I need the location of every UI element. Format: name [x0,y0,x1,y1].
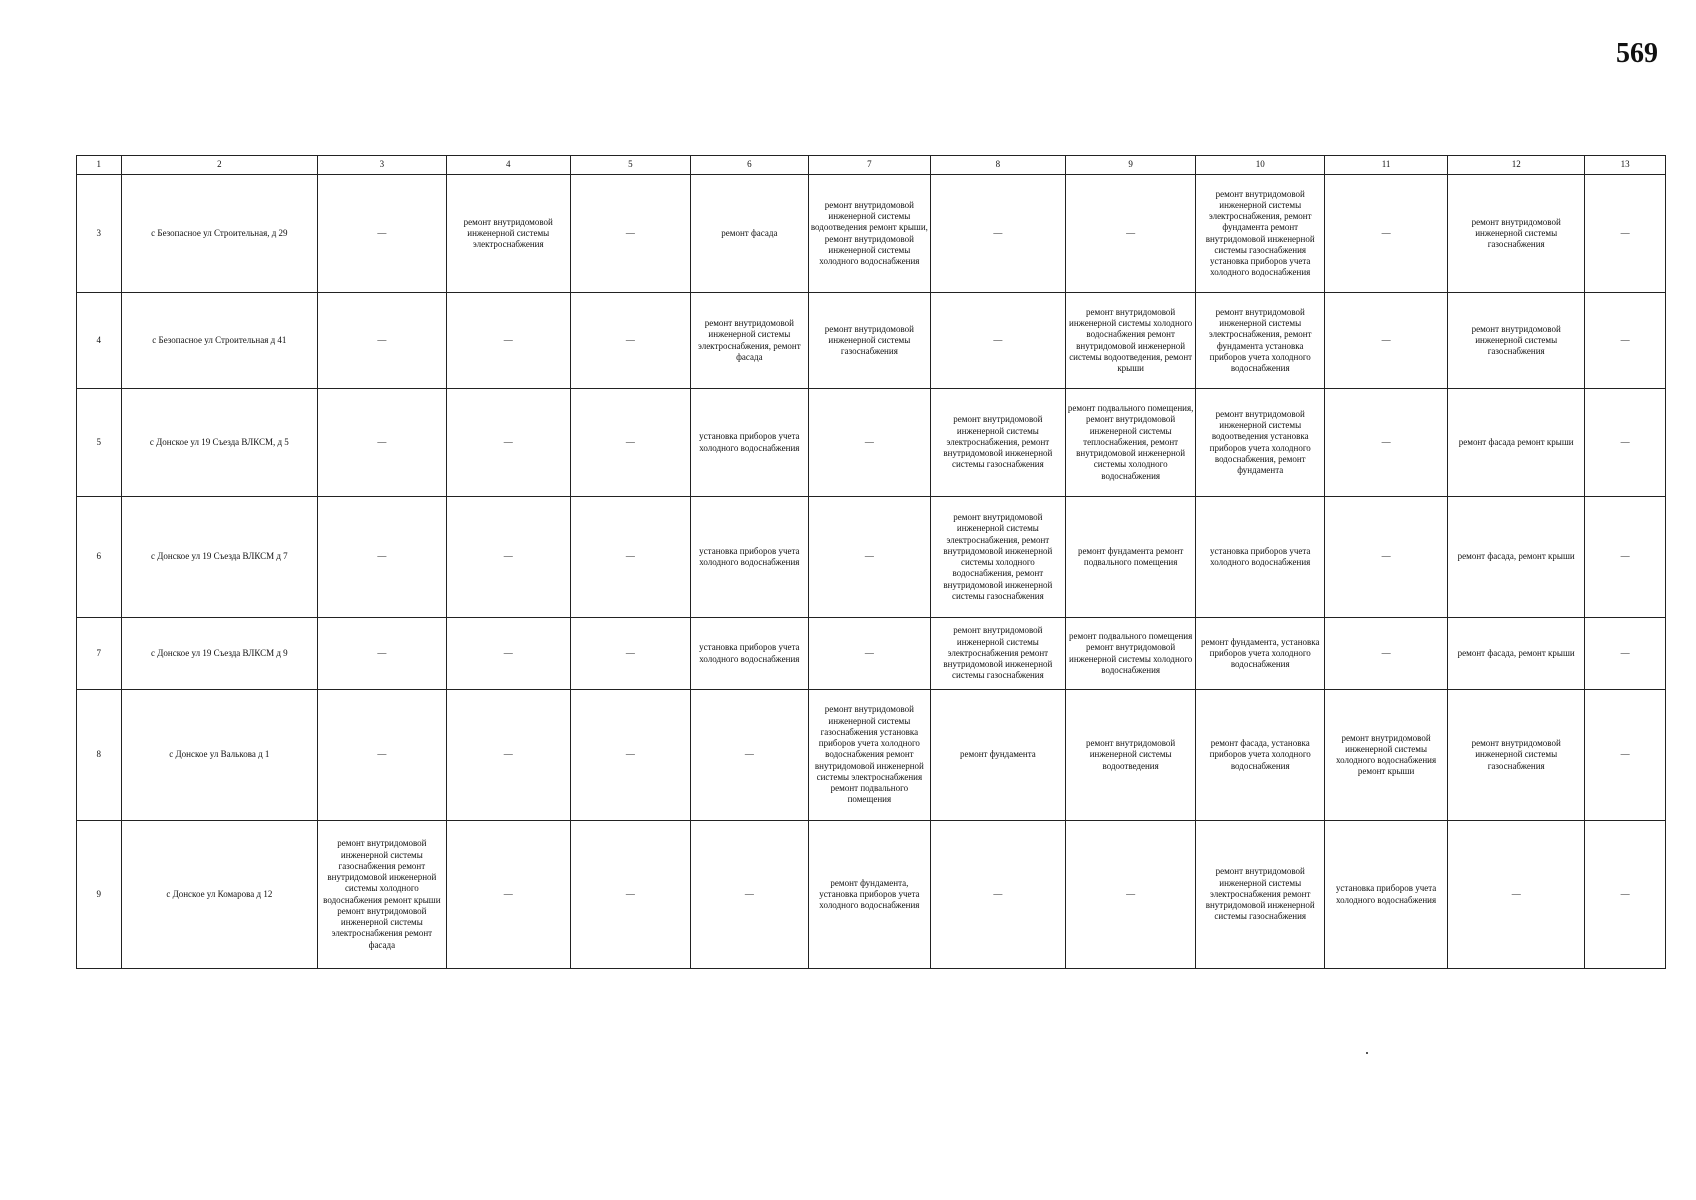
work-cell: — [446,618,570,690]
work-cell: — [446,497,570,618]
work-cell: ремонт внутридомовой инженерной системы газоснабжения [1448,690,1585,821]
work-cell: ремонт фундамента ремонт подвального помещения [1065,497,1196,618]
work-cell: — [808,389,930,497]
work-cell: — [446,293,570,389]
row-number: 8 [77,690,122,821]
work-cell: установка приборов учета холодного водоснабжения [690,497,808,618]
work-cell: — [318,690,447,821]
work-cell: — [570,690,690,821]
work-cell: — [1065,821,1196,969]
row-number: 5 [77,389,122,497]
table-row [77,293,1666,389]
col-header: 2 [121,156,318,175]
work-cell: ремонт подвального помещения ремонт внутридомовой инженерной системы холодного водоснабжения [1065,618,1196,690]
work-cell: ремонт внутридомовой инженерной системы электроснабжения [446,175,570,293]
work-cell: — [1324,175,1447,293]
work-cell: — [1585,690,1666,821]
work-cell: — [808,497,930,618]
work-cell: — [446,821,570,969]
address-cell: с Донское ул 19 Съезда ВЛКСМ д 9 [121,618,318,690]
work-cell: — [1324,618,1447,690]
header-row [77,156,1666,175]
col-header: 3 [318,156,447,175]
work-cell: — [1324,389,1447,497]
address-cell: с Донское ул 19 Съезда ВЛКСМ д 7 [121,497,318,618]
work-cell: установка приборов учета холодного водоснабжения [1196,497,1325,618]
row-number: 6 [77,497,122,618]
address-cell: с Донское ул Валькова д 1 [121,690,318,821]
address-cell: с Безопасное ул Строительная д 41 [121,293,318,389]
work-cell: ремонт фасада, ремонт крыши [1448,497,1585,618]
address-cell: с Донское ул 19 Съезда ВЛКСМ, д 5 [121,389,318,497]
page-number: 569 [1616,38,1658,69]
work-cell: ремонт фундамента, установка приборов учета холодного водоснабжения [808,821,930,969]
work-cell: — [318,618,447,690]
work-cell: ремонт фундамента [930,690,1065,821]
work-cell: — [1324,497,1447,618]
col-header: 13 [1585,156,1666,175]
work-cell: ремонт внутридомовой инженерной системы электроснабжения, ремонт фундамента ремонт внутридомовой инженерной системы газоснабжения установка приборов учета холодного водоснабжения [1196,175,1325,293]
work-cell: ремонт внутридомовой инженерной системы электроснабжения, ремонт фасада [690,293,808,389]
work-cell: ремонт внутридомовой инженерной системы газоснабжения [808,293,930,389]
work-cell: ремонт внутридомовой инженерной системы электроснабжения, ремонт фундамента установка приборов учета холодного водоснабжения [1196,293,1325,389]
work-cell: — [1585,497,1666,618]
work-cell: — [930,821,1065,969]
work-cell: — [808,618,930,690]
table-row [77,690,1666,821]
row-number: 9 [77,821,122,969]
work-cell: — [690,821,808,969]
work-cell: — [570,175,690,293]
col-header: 1 [77,156,122,175]
col-header: 5 [570,156,690,175]
work-cell: — [1585,293,1666,389]
work-cell: — [570,389,690,497]
work-cell: — [1324,293,1447,389]
work-cell: ремонт внутридомовой инженерной системы газоснабжения ремонт внутридомовой инженерной системы холодного водоснабжения ремонт крыши ремонт внутридомовой инженерной системы электроснабжения ремонт фасада [318,821,447,969]
work-cell: ремонт внутридомовой инженерной системы водоотведения ремонт крыши, ремонт внутридомовой инженерной системы холодного водоснабжения [808,175,930,293]
work-cell: ремонт фасада [690,175,808,293]
table-row [77,497,1666,618]
work-cell: — [1585,618,1666,690]
work-cell: — [570,821,690,969]
col-header: 9 [1065,156,1196,175]
work-cell: ремонт фасада, ремонт крыши [1448,618,1585,690]
work-cell: — [318,389,447,497]
address-cell: с Донское ул Комарова д 12 [121,821,318,969]
table-row [77,389,1666,497]
work-cell: ремонт внутридомовой инженерной системы холодного водоснабжения ремонт крыши [1324,690,1447,821]
work-cell: ремонт внутридомовой инженерной системы газоснабжения [1448,175,1585,293]
table-row [77,821,1666,969]
work-cell: ремонт внутридомовой инженерной системы водоотведения установка приборов учета холодного водоснабжения, ремонт фундамента [1196,389,1325,497]
work-cell: — [570,497,690,618]
col-header: 6 [690,156,808,175]
work-cell: ремонт внутридомовой инженерной системы электроснабжения, ремонт внутридомовой инженерной системы холодного водоснабжения, ремонт внутридомовой инженерной системы газоснабжения [930,497,1065,618]
work-cell: ремонт фасада ремонт крыши [1448,389,1585,497]
work-cell: установка приборов учета холодного водоснабжения [690,389,808,497]
work-cell: — [1448,821,1585,969]
work-cell: ремонт внутридомовой инженерной системы электроснабжения, ремонт внутридомовой инженерной системы газоснабжения [930,389,1065,497]
work-cell: ремонт внутридомовой инженерной системы электроснабжения ремонт внутридомовой инженерной системы газоснабжения [930,618,1065,690]
work-cell: — [1585,389,1666,497]
work-cell: — [446,389,570,497]
address-cell: с Безопасное ул Строительная, д 29 [121,175,318,293]
table-row [77,175,1666,293]
work-cell: ремонт внутридомовой инженерной системы электроснабжения ремонт внутридомовой инженерной системы газоснабжения [1196,821,1325,969]
col-header: 11 [1324,156,1447,175]
work-cell: — [318,175,447,293]
scan-speck [1366,1052,1368,1054]
work-cell: — [1065,175,1196,293]
col-header: 4 [446,156,570,175]
work-cell: — [1585,821,1666,969]
work-cell: — [318,293,447,389]
col-header: 8 [930,156,1065,175]
work-cell: — [1585,175,1666,293]
col-header: 10 [1196,156,1325,175]
work-cell: ремонт подвального помещения, ремонт внутридомовой инженерной системы теплоснабжения, ремонт внутридомовой инженерной системы холодного водоснабжения [1065,389,1196,497]
table-row [77,618,1666,690]
work-cell: — [690,690,808,821]
work-cell: ремонт внутридомовой инженерной системы холодного водоснабжения ремонт внутридомовой инженерной системы водоотведения, ремонт крыши [1065,293,1196,389]
row-number: 4 [77,293,122,389]
work-cell: — [446,690,570,821]
work-cell: — [570,618,690,690]
repair-schedule-table [76,155,1666,969]
work-cell: ремонт фасада, установка приборов учета холодного водоснабжения [1196,690,1325,821]
work-cell: установка приборов учета холодного водоснабжения [690,618,808,690]
work-cell: — [318,497,447,618]
work-cell: ремонт фундамента, установка приборов учета холодного водоснабжения [1196,618,1325,690]
work-cell: ремонт внутридомовой инженерной системы водоотведения [1065,690,1196,821]
col-header: 7 [808,156,930,175]
work-cell: ремонт внутридомовой инженерной системы газоснабжения [1448,293,1585,389]
work-cell: — [570,293,690,389]
col-header: 12 [1448,156,1585,175]
row-number: 7 [77,618,122,690]
work-cell: ремонт внутридомовой инженерной системы газоснабжения установка приборов учета холодного водоснабжения ремонт внутридомовой инженерной системы электроснабжения ремонт подвального помещения [808,690,930,821]
work-cell: установка приборов учета холодного водоснабжения [1324,821,1447,969]
work-cell: — [930,293,1065,389]
work-cell: — [930,175,1065,293]
row-number: 3 [77,175,122,293]
